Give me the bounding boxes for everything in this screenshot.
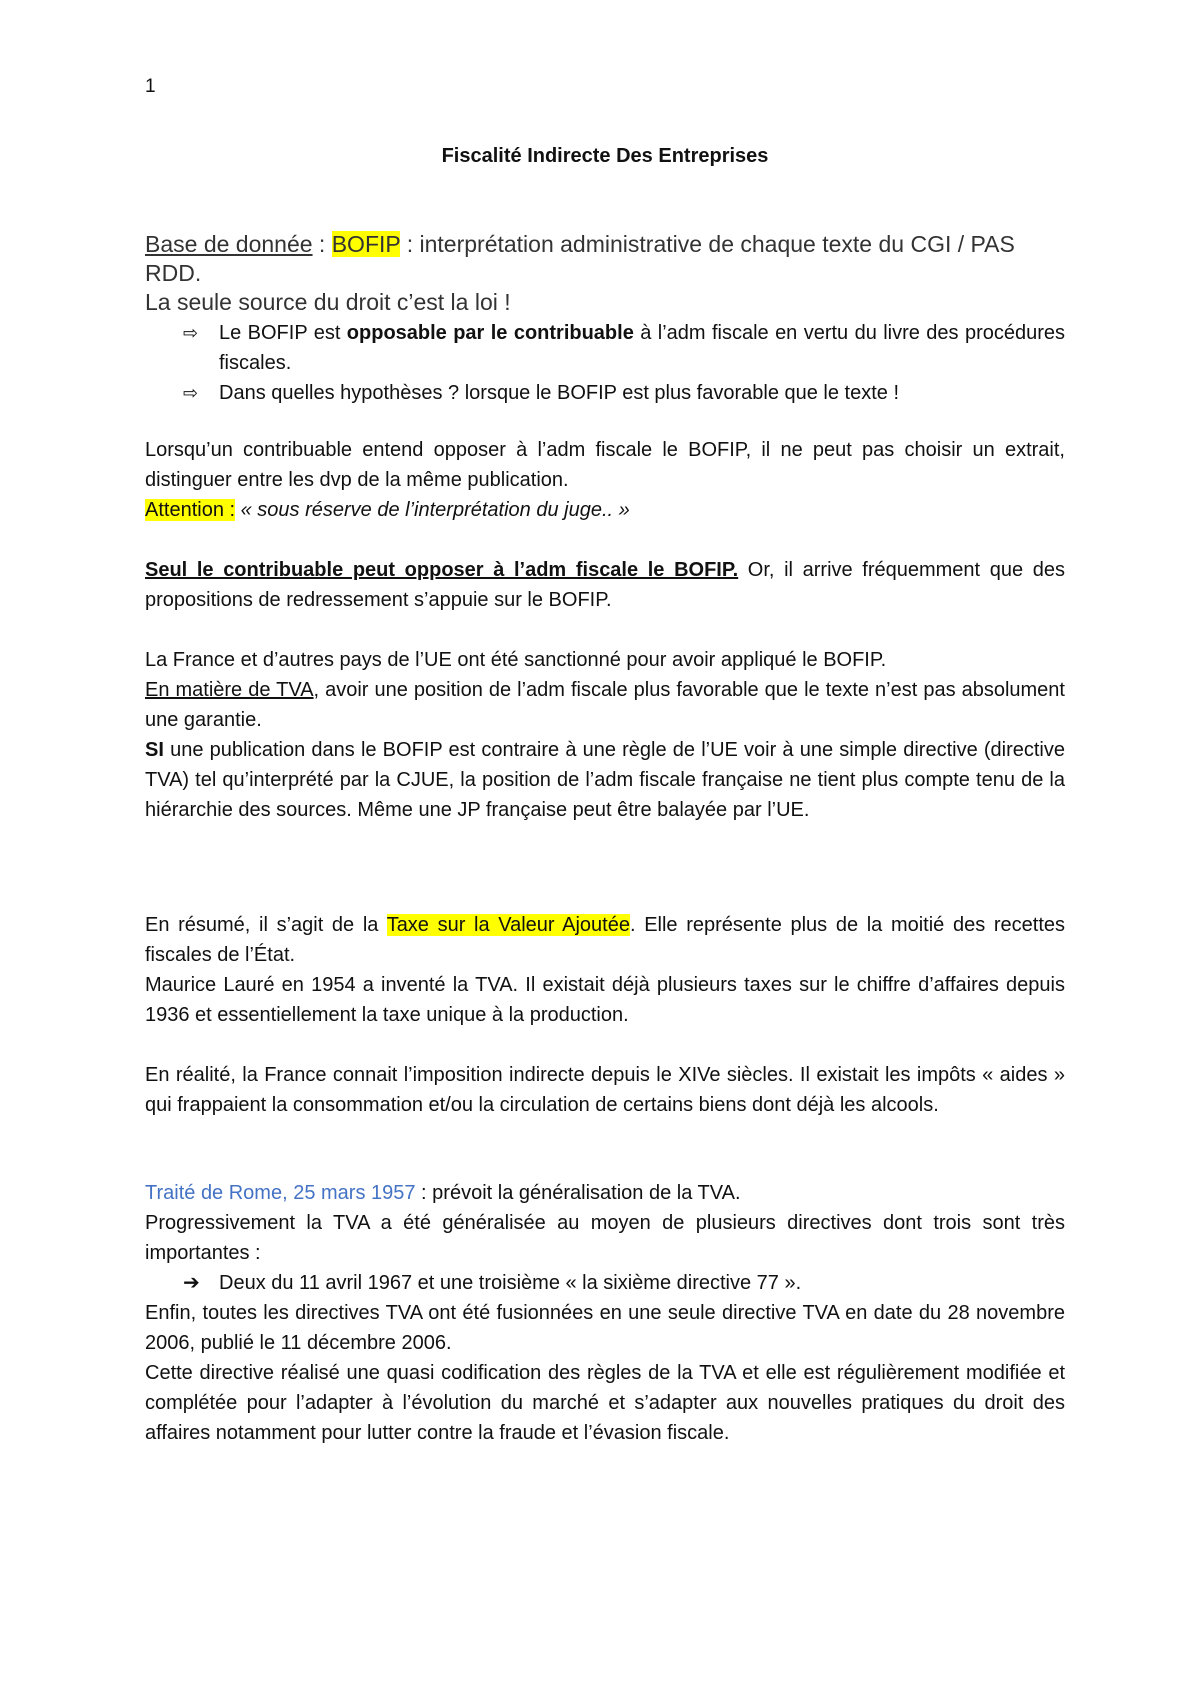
intro-line-1 (145, 230, 1065, 288)
page-number: 1 (145, 76, 156, 97)
paragraph-text: Maurice Lauré en 1954 a inventé la TVA. Il existait déjà plusieurs taxes sur le chiffre d’affaires depuis 1936 et essentiellement la taxe unique à la production. (145, 974, 1065, 1026)
paragraph-text: Cette directive réalisé une quasi codification des règles de la TVA et elle est régulièrement modifiée et complétée pour l’adapter à l’évolution du marché et s’adapter aux nouvelles pratiques du droit des affaires notamment pour lutter contre la fraude et l’évasion fiscale. (145, 1362, 1065, 1444)
paragraph-text: La France et d’autres pays de l’UE ont été sanctionné pour avoir appliqué le BOFIP. (145, 649, 887, 671)
list-item (145, 1268, 1065, 1298)
bullet-bold: opposable par le contribuable (346, 322, 634, 344)
bullet-text-end: à l’adm fiscale en vertu du livre des procédures fiscales. (219, 322, 1066, 374)
paragraph-text: une publication dans le BOFIP est contraire à une règle de l’UE voir à une simple directive (directive TVA) tel qu’interprété par la CJUE, la position de l’adm fiscale française ne tient plus compte tenu de la hiérarchie des sources. Même une JP française peut être balayée par l’UE. (145, 739, 1065, 821)
arrow-outline-icon: ⇨ (183, 323, 199, 343)
bullet-text: Le BOFIP est (219, 322, 347, 344)
paragraph-text: En résumé, il s’agit de la (145, 914, 387, 936)
attention-line (145, 495, 1065, 525)
attention-label: Attention : (145, 499, 236, 521)
list-item (145, 378, 1065, 408)
paragraph-text: Lorsqu’un contribuable entend opposer à l’adm fiscale le BOFIP, il ne peut pas choisir un extrait, distinguer entre les dvp de la même publication. (145, 439, 1065, 491)
paragraph-3 (145, 645, 1065, 825)
tva-highlight: Taxe sur la Valeur Ajoutée (386, 914, 630, 936)
paragraph-text: Progressivement la TVA a été généralisée au moyen de plusieurs directives dont trois sont très importantes : (145, 1212, 1065, 1264)
paragraph-text: En réalité, la France connait l’imposition indirecte depuis le XIVe siècles. Il existait les impôts « aides » qui frappaient la consommation et/ou la circulation de certains biens dont déjà les alcools. (145, 1064, 1065, 1116)
treaty-heading: Traité de Rome, 25 mars 1957 (145, 1182, 416, 1204)
paragraph-text: : prévoit la généralisation de la TVA. (415, 1182, 741, 1204)
arrow-outline-icon: ⇨ (183, 383, 199, 403)
paragraph-2 (145, 555, 1065, 615)
paragraph-text: Enfin, toutes les directives TVA ont été fusionnées en une seule directive TVA en date du 28 novembre 2006, publié le 11 décembre 2006. (145, 1302, 1065, 1354)
paragraph-underline: En matière de TVA (145, 679, 314, 701)
bullet-text: Deux du 11 avril 1967 et une troisième « la sixième directive 77 ». (219, 1272, 802, 1294)
bullet-text: Dans quelles hypothèses ? lorsque le BOFIP est plus favorable que le texte ! (219, 382, 900, 404)
intro-line-2: La seule source du droit c’est la loi ! (145, 289, 511, 315)
list-item (145, 318, 1065, 378)
arrow-right-bold-icon: ➔ (183, 1272, 200, 1294)
paragraph-bold: SI (145, 739, 164, 761)
paragraph-text: , avoir une position de l’adm fiscale plus favorable que le texte n’est pas absolument une garantie. (145, 679, 1065, 731)
intro-desc: : interprétation administrative de chaque texte du CGI / PAS RDD. (145, 231, 1015, 286)
paragraph-6 (145, 1178, 1065, 1448)
intro-label: Base de donnée (145, 231, 313, 257)
paragraph-1 (145, 435, 1065, 525)
bullet-list-1 (145, 318, 1065, 408)
intro-sep: : (312, 231, 332, 257)
page-title: Fiscalité Indirecte Des Entreprises (441, 145, 769, 167)
bofip-highlight: BOFIP (331, 231, 401, 257)
paragraph-text: Or, il arrive fréquemment que des propositions de redressement s’appuie sur le BOFIP. (145, 559, 1066, 611)
paragraph-4 (145, 910, 1065, 1030)
paragraph-text-end: . Elle représente plus de la moitié des recettes fiscales de l’État. (145, 914, 1066, 966)
paragraph-bold: Seul le contribuable peut opposer à l’adm fiscale le BOFIP. (145, 559, 739, 581)
paragraph-5 (145, 1060, 1065, 1120)
attention-text: « sous réserve de l’interprétation du juge.. » (235, 499, 630, 521)
intro-block (145, 230, 1065, 317)
